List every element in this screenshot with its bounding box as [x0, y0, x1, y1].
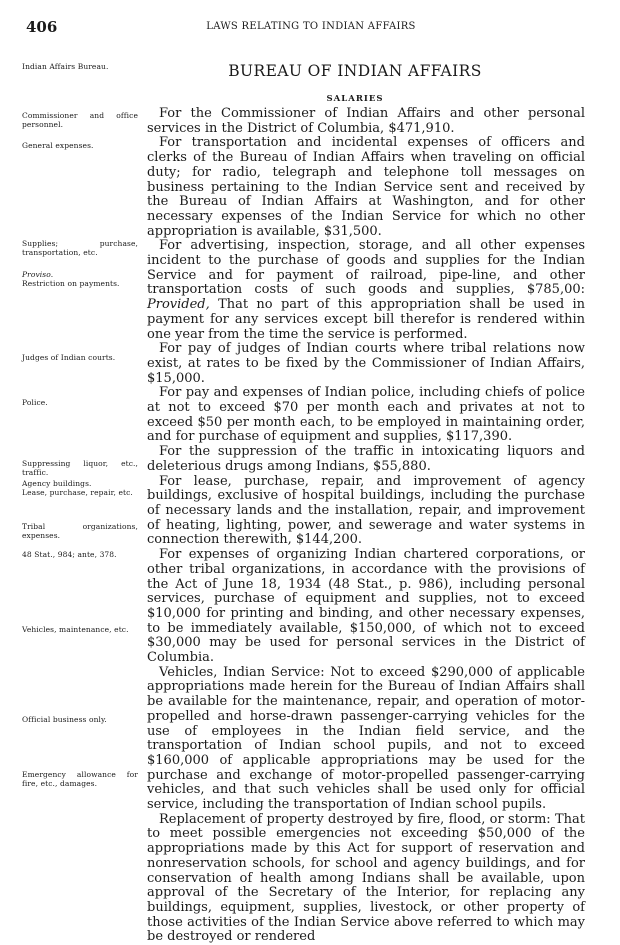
margin-note: Lease, purchase, repair, etc. [22, 488, 133, 497]
paragraph-general-expenses: For transportation and incidental expenses of officers and clerks of the Bureau of Indian Affairs when traveling on official duty; for radio, telegraph and telephone toll messages on business pertaining to the Indian Service sent and received by the Bureau of Indian Affairs at Washington, and for other necessary expenses of the Indian Service for which no other appropriation is available, $31,500. [147, 135, 585, 239]
paragraph-tribal-organizations: For expenses of organizing Indian chartered corporations, or other tribal organizations, in accordance with the provisions of the Act of June 18, 1934 (48 Stat., p. 986), including personal services, purchase of equipment and supplies, not to exceed $10,000 for printing and binding, and other necessary expenses, to be immediately available, $150,000, of which not to exceed $30,000 may be used for personal services in the District of Columbia. [147, 547, 585, 666]
margin-note: Supplies; purchase, transportation, etc. [22, 239, 138, 257]
margin-note: Judges of Indian courts. [22, 353, 116, 362]
paragraph-supplies: For advertising, inspection, storage, and all other expenses incident to the purchase of goods and supplies for the Indian Service and for payment of railroad, pipe-line, and other transportation costs of such goods and supplies, $785,00: Provided, That no part of this appropriation shall be used in payment for any services except bill therefor is rendered within one year from the time the service is performed. [147, 238, 585, 342]
paragraph-judges: For pay of judges of Indian courts where tribal relations now exist, at rates to be fixed by the Commissioner of Indian Affairs, $15,000. [147, 341, 585, 386]
margin-note: Agency buildings. [22, 479, 92, 488]
section-title: BUREAU OF INDIAN AFFAIRS [228, 62, 482, 80]
margin-note: Commissioner and office personnel. [22, 111, 138, 129]
running-head: LAWS RELATING TO INDIAN AFFAIRS [206, 21, 416, 32]
margin-note: Official business only. [22, 715, 107, 724]
page-header [26, 18, 596, 38]
page-number: 406 [26, 18, 58, 36]
margin-note: Indian Affairs Bureau. [22, 62, 109, 71]
margin-note: 48 Stat., 984; ante, 378. [22, 550, 117, 559]
paragraph-liquor: For the suppression of the traffic in intoxicating liquors and deleterious drugs among Indians, $55,880. [147, 444, 585, 474]
margin-note: Vehicles, maintenance, etc. [22, 625, 129, 634]
paragraph-commissioner: For the Commissioner of Indian Affairs and other personal services in the District of Columbia, $471,910. [147, 106, 585, 136]
margin-note: Tribal organizations, expenses. [22, 522, 138, 540]
margin-note: Restriction on payments. [22, 279, 120, 288]
body-text [147, 107, 585, 945]
paragraph-agency-buildings: For lease, purchase, repair, and improvement of agency buildings, exclusive of hospital buildings, including the purchase of necessary lands and the installation, repair, and improvement of heating, lighting, power, and sewerage and water systems in connection therewith, $144,200. [147, 473, 585, 548]
subheading: SALARIES [326, 94, 384, 104]
paragraph-replacement: Replacement of property destroyed by fire, flood, or storm: That to meet possible emergencies not exceeding $50,000 of the appropriations made by this Act for support of reservation and nonreservation schools, for school and agency buildings, and for conservation of health among Indians shall be available, upon approval of the Secretary of the Interior, for replacing any buildings, equipment, supplies, livestock, or other property of those activities of the Indian Service above referred to which may be destroyed or rendered [147, 811, 585, 945]
paragraph-police: For pay and expenses of Indian police, including chiefs of police at not to exceed $70 per month each and privates at not to exceed $50 per month each, to be employed in maintaining order, and for purchase of equipment and supplies, $117,390. [147, 385, 585, 445]
margin-note: Police. [22, 398, 48, 407]
margin-note: General expenses. [22, 141, 94, 150]
margin-note: Emergency allowance for fire, etc., damages. [22, 770, 138, 788]
paragraph-vehicles: Vehicles, Indian Service: Not to exceed $290,000 of applicable appropriations made herein for the Bureau of Indian Affairs shall be available for the maintenance, repair, and operation of motor-propelled and horse-drawn passenger-carrying vehicles for the use of employees in the Indian field service, and the transportation of Indian school pupils, and not to exceed $160,000 of applicable appropriations may be used for the purchase and exchange of motor-propelled passenger-carrying vehicles, and that such vehicles shall be used only for official service, including the transportation of Indian school pupils. [147, 664, 585, 813]
margin-note: Suppressing liquor, etc., traffic. [22, 459, 138, 477]
margin-note-proviso: Proviso. [22, 270, 54, 279]
